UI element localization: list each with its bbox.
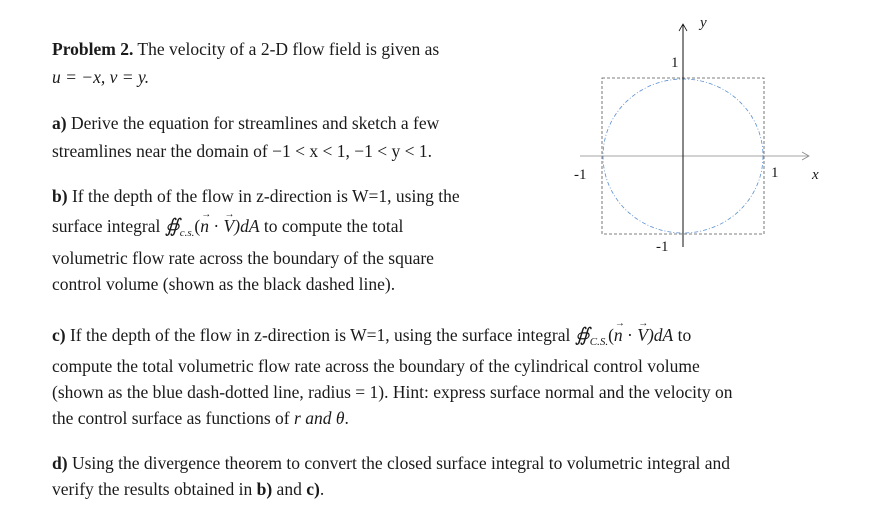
part-c-line1-post: to: [673, 325, 692, 345]
problem-title: Problem 2.: [52, 39, 134, 59]
part-c-line4: [52, 407, 349, 429]
ref-part-b: b): [256, 479, 273, 499]
integrand-close: )dA: [234, 216, 260, 236]
velocity-vector-v: → V: [224, 215, 235, 237]
surface-integral-subscript: C.S.: [589, 336, 609, 348]
x-axis-label: x: [812, 167, 819, 183]
integrand-close: )dA: [647, 325, 674, 345]
surface-integral-symbol: ∯: [164, 216, 180, 237]
part-b-line3: volumetric flow rate across the boundary of the square: [52, 248, 434, 268]
part-c-line3: (shown as the blue dash-dotted line, radius = 1). Hint: express surface normal and the velocity on: [52, 382, 733, 402]
part-b-line4: control volume (shown as the black dashed line).: [52, 274, 396, 294]
part-b-line2-post: to compute the total: [259, 216, 404, 236]
part-b-line2-pre: surface integral: [52, 216, 165, 236]
part-b-label: b): [52, 186, 68, 206]
part-a-label: a): [52, 113, 67, 133]
integrand-open: (: [194, 216, 201, 236]
part-b-text1: If the depth of the flow in z-direction is W=1, using the: [67, 186, 460, 206]
part-b-line2: [52, 215, 403, 240]
surface-integral-symbol: ∯: [574, 325, 590, 346]
part-b-line1: [52, 185, 460, 207]
part-a-text1: Derive the equation for streamlines and sketch a few: [66, 113, 440, 133]
tick-x-right: 1: [771, 165, 779, 181]
part-d-line2: [52, 478, 324, 500]
part-d-label: d): [52, 453, 68, 473]
normal-vector-n: → n: [614, 324, 623, 346]
part-a-line2: streamlines near the domain of −1 < x < 1, −1 < y < 1.: [52, 141, 432, 161]
part-c-line4-post: .: [344, 408, 349, 428]
y-axis-label: y: [700, 15, 707, 31]
tick-x-left: -1: [574, 167, 587, 183]
ref-part-c: c): [306, 479, 320, 499]
part-c-line4-pre: the control surface as functions of: [52, 408, 295, 428]
part-d-line2-mid: and: [272, 479, 307, 499]
part-d-line1: [52, 452, 730, 474]
tick-y-bottom: -1: [656, 239, 669, 255]
part-c-label: c): [52, 325, 66, 345]
surface-integral-subscript: c.s.: [179, 227, 195, 239]
control-volume-diagram: [560, 15, 850, 265]
part-c-line1: [52, 324, 691, 349]
part-d-text1: Using the divergence theorem to convert the closed surface integral to volumetric integral and: [67, 453, 731, 473]
part-d-line2-post: .: [319, 479, 325, 499]
problem-heading: [52, 38, 439, 60]
velocity-field: u = −x, v = y.: [52, 67, 150, 87]
velocity-vector-v: → V: [637, 324, 648, 346]
problem-intro: The velocity of a 2-D flow field is given as: [133, 39, 440, 59]
dot-operator: ·: [208, 216, 224, 236]
integrand-open: (: [608, 325, 614, 345]
dot-operator: ·: [622, 325, 638, 345]
part-c-line2: compute the total volumetric flow rate across the boundary of the cylindrical control volume: [52, 356, 700, 376]
part-d-line2-pre: verify the results obtained in: [52, 479, 257, 499]
tick-y-top: 1: [671, 55, 679, 71]
part-a-line1: [52, 112, 439, 134]
part-c-vars: r and θ: [294, 408, 345, 428]
normal-vector-n: → n: [200, 215, 209, 237]
part-c-text1: If the depth of the flow in z-direction is W=1, using the surface integral: [65, 325, 575, 345]
control-volume-figure: [560, 15, 850, 265]
